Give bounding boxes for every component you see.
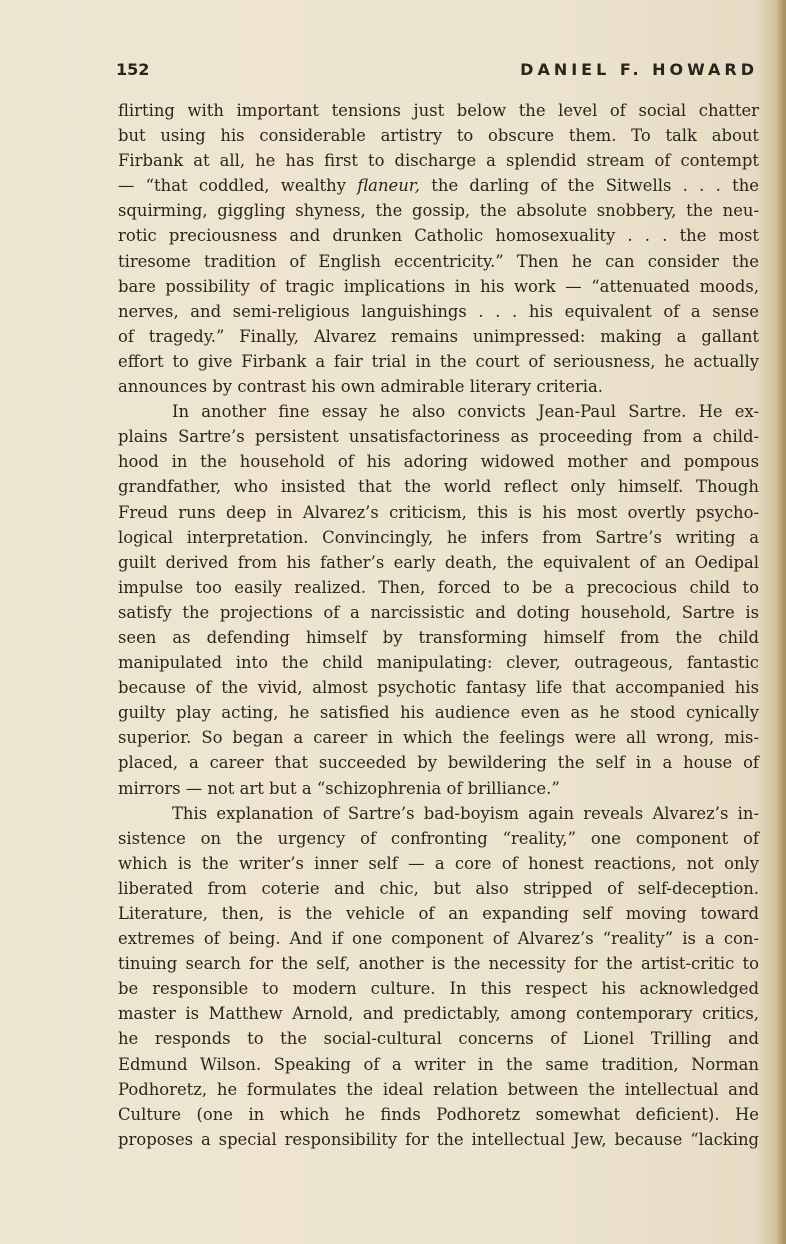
text-line: proposes a special responsibility for the intellectual Jew, because “lacking <box>118 1129 759 1149</box>
text-line: Podhoretz, he formulates the ideal relation between the intellectual and <box>118 1079 759 1099</box>
text-line: impulse too easily realized. Then, forced to be a precocious child to <box>118 577 759 597</box>
text-line: be responsible to modern culture. In this respect his acknowledged <box>118 979 759 999</box>
text-segment: — “that coddled, wealthy <box>118 176 358 196</box>
text-line: Culture (one in which he finds Podhoretz somewhat deficient). He <box>118 1104 759 1124</box>
text-line: manipulated into the child manipulating: clever, outrageous, fantastic <box>118 653 759 673</box>
text-line: liberated from coterie and chic, but also stripped of self-deception. <box>118 878 759 898</box>
text-line: rotic preciousness and drunken Catholic homosexuality . . . the most <box>118 226 759 246</box>
text-line: Firbank at all, he has first to discharge a splendid stream of contempt <box>118 151 759 171</box>
text-line: because of the vivid, almost psychotic fantasy life that accompanied his <box>118 678 759 698</box>
page-edge-shadow <box>776 0 786 1244</box>
italic-term: flaneur, <box>357 176 421 196</box>
text-line: mirrors — not art but a “schizophrenia of brilliance.” <box>118 778 560 798</box>
text-line: tiresome tradition of English eccentricity.” Then he can consider the <box>118 251 759 271</box>
text-line: satisfy the projections of a narcissistic and doting household, Sartre is <box>118 602 759 622</box>
text-line: guilty play acting, he satisfied his audience even as he stood cynically <box>118 703 759 723</box>
text-line: of tragedy.” Finally, Alvarez remains unimpressed: making a gallant <box>118 326 759 346</box>
text-line: Edmund Wilson. Speaking of a writer in the same tradition, Norman <box>118 1054 759 1074</box>
text-line: Literature, then, is the vehicle of an expanding self moving toward <box>118 904 759 923</box>
text-line: he responds to the social-cultural concerns of Lionel Trilling and <box>118 1029 759 1049</box>
text-line: bare possibility of tragic implications in his work — “attenuated moods, <box>118 276 759 296</box>
text-line: hood in the household of his adoring widowed mother and pompous <box>118 452 759 472</box>
text-line: Freud runs deep in Alvarez’s criticism, this is his most overtly psycho- <box>118 502 759 522</box>
text-segment: the darling of the Sitwells . . . the <box>420 176 759 196</box>
text-line: guilt derived from his father’s early death, the equivalent of an Oedipal <box>118 552 759 572</box>
text-line: sistence on the urgency of confronting “reality,” one component of <box>118 828 759 848</box>
text-line: effort to give Firbank a fair trial in the court of seriousness, he actually <box>118 351 759 371</box>
text-line: This explanation of Sartre’s bad-boyism again reveals Alvarez’s in- <box>172 803 759 823</box>
page-number: 152 <box>116 60 150 79</box>
body-text <box>118 98 759 1152</box>
text-line: nerves, and semi-religious languishings . . . his equivalent of a sense <box>118 301 759 321</box>
text-line: master is Matthew Arnold, and predictably, among contemporary critics, <box>118 1004 759 1024</box>
text-line: squirming, giggling shyness, the gossip, the absolute snobbery, the neu- <box>118 201 759 221</box>
text-line: superior. So began a career in which the feelings were all wrong, mis- <box>118 728 759 748</box>
text-line: tinuing search for the self, another is the necessity for the artist-critic to <box>118 954 759 974</box>
text-line: logical interpretation. Convincingly, he infers from Sartre’s writing a <box>118 527 759 547</box>
text-line: placed, a career that succeeded by bewildering the self in a house of <box>118 753 759 773</box>
text-line: grandfather, who insisted that the world reflect only himself. Though <box>118 477 759 497</box>
text-line: announces by contrast his own admirable literary criteria. <box>118 377 604 397</box>
text-line: which is the writer’s inner self — a core of honest reactions, not only <box>118 853 759 873</box>
text-line: but using his considerable artistry to obscure them. To talk about <box>118 126 759 146</box>
text-line: seen as defending himself by transforming himself from the child <box>118 627 759 647</box>
running-head: DANIEL F. HOWARD <box>520 60 758 79</box>
text-line: extremes of being. And if one component of Alvarez’s “reality” is a con- <box>118 929 759 949</box>
text-line <box>118 173 759 198</box>
page-header <box>116 60 758 88</box>
text-line: In another fine essay he also convicts Jean-Paul Sartre. He ex- <box>172 402 759 422</box>
text-line: flirting with important tensions just below the level of social chatter <box>118 101 759 120</box>
text-line: plains Sartre’s persistent unsatisfactoriness as proceeding from a child- <box>118 427 759 447</box>
